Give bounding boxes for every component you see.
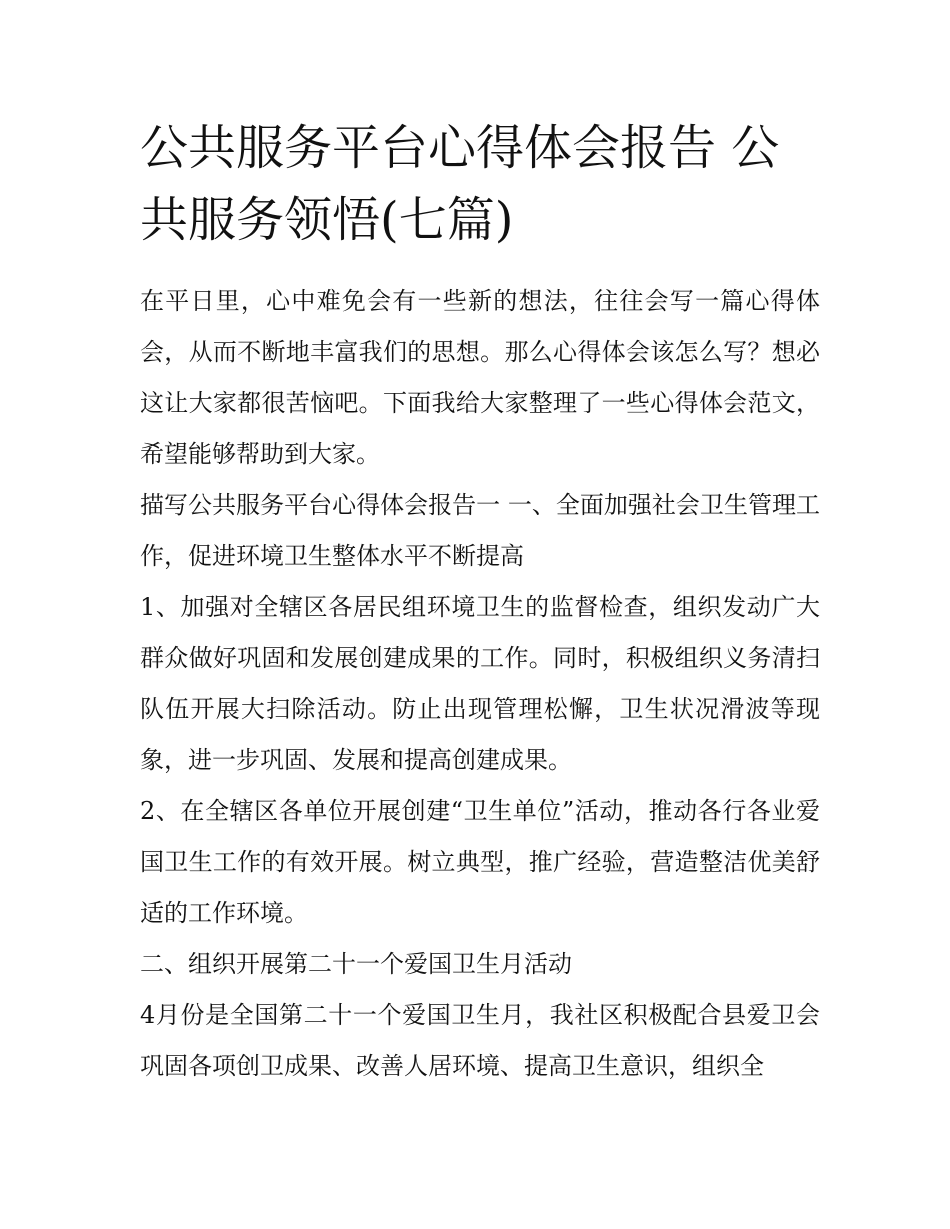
document-body	[140, 276, 820, 1092]
document-content	[140, 112, 820, 1092]
paragraph-section-one-heading: 描写公共服务平台心得体会报告一 一、全面加强社会卫生管理工作，促进环境卫生整体水平不断提高	[140, 491, 820, 570]
paragraph-item-1: 1、加强对全辖区各居民组环境卫生的监督检查，组织发动广大群众做好巩固和发展创建成果的工作。同时，积极组织义务清扫队伍开展大扫除活动。防止出现管理松懈，卫生状况滑波等现象，进一步巩固、发展和提高创建成果。	[140, 593, 820, 774]
paragraph-section-two-heading: 二、组织开展第二十一个爱国卫生月活动	[140, 950, 572, 978]
document-title: 公共服务平台心得体会报告 公共服务领悟(七篇)	[140, 120, 780, 248]
paragraph-april-activity: 4月份是全国第二十一个爱国卫生月，我社区积极配合县爱卫会巩固各项创卫成果、改善人居环境、提高卫生意识，组织全	[140, 1001, 820, 1080]
paragraph-item-2: 2、在全辖区各单位开展创建“卫生单位”活动，推动各行各业爱国卫生工作的有效开展。树立典型，推广经验，营造整洁优美舒适的工作环境。	[140, 797, 820, 927]
paragraph-intro: 在平日里，心中难免会有一些新的想法，往往会写一篇心得体会，从而不断地丰富我们的思想。那么心得体会该怎么写？想必这让大家都很苦恼吧。下面我给大家整理了一些心得体会范文，希望能够帮助到大家。	[140, 287, 820, 468]
